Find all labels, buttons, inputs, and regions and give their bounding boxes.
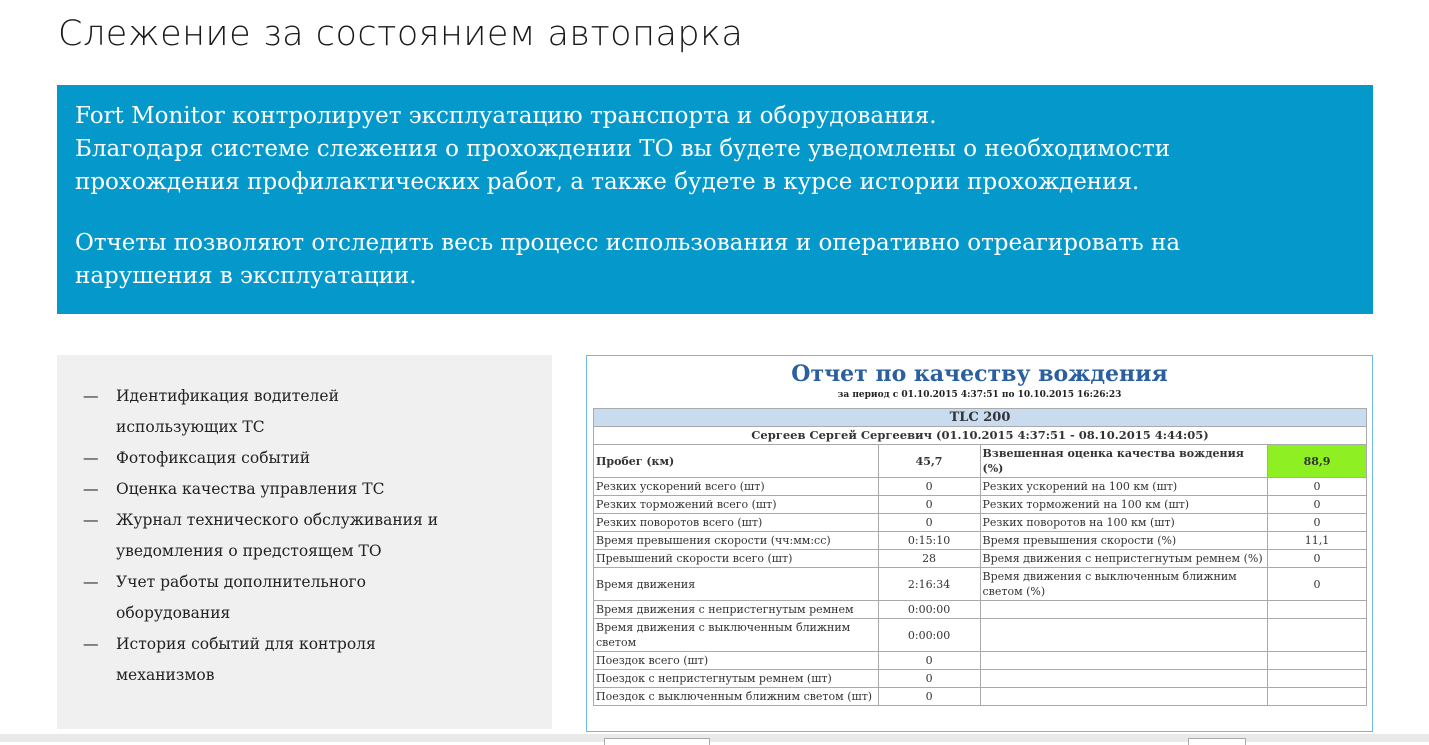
dash-marker: — bbox=[83, 573, 99, 591]
metric-value: 0 bbox=[1268, 514, 1367, 532]
metric-label: Поездок с выключенным ближним светом (шт) bbox=[594, 688, 879, 706]
banner-line: Благодаря системе слежения о прохождении ТО вы будете уведомлены о необходимости bbox=[75, 136, 1171, 162]
feature-text: Оценка качества управления ТС bbox=[116, 480, 385, 498]
metric-label: Резких торможений на 100 км (шт) bbox=[980, 496, 1268, 514]
metric-label: Поездок с непристегнутым ремнем (шт) bbox=[594, 670, 879, 688]
metric-label: Взвешенная оценка качества вождения (%) bbox=[980, 445, 1268, 478]
metric-label: Превышений скорости всего (шт) bbox=[594, 550, 879, 568]
info-banner bbox=[57, 85, 1373, 314]
metric-value bbox=[1268, 619, 1367, 652]
metric-value: 11,1 bbox=[1268, 532, 1367, 550]
driving-quality-report bbox=[586, 355, 1373, 732]
dash-marker: — bbox=[83, 480, 99, 498]
metric-label: Время движения bbox=[594, 568, 879, 601]
table-row bbox=[594, 688, 1367, 706]
feature-item bbox=[83, 381, 438, 443]
metric-label: Время движения с выключенным ближним светом bbox=[594, 619, 879, 652]
metric-value: 0 bbox=[1268, 550, 1367, 568]
feature-item bbox=[83, 567, 438, 629]
metric-value: 0 bbox=[1268, 568, 1367, 601]
features-panel bbox=[57, 355, 552, 729]
banner-line: Отчеты позволяют отследить весь процесс использования и оперативно отреагировать на bbox=[75, 230, 1181, 256]
feature-text-cont: использующих ТС bbox=[116, 418, 265, 436]
page-title: Слежение за состоянием автопарка bbox=[58, 14, 744, 54]
metric-label: Резких ускорений всего (шт) bbox=[594, 478, 879, 496]
feature-item bbox=[83, 629, 438, 691]
feature-text: Журнал технического обслуживания и bbox=[116, 511, 439, 529]
metric-label bbox=[980, 688, 1268, 706]
driver-row bbox=[594, 427, 1367, 445]
metric-value: 0 bbox=[1268, 478, 1367, 496]
table-row bbox=[594, 601, 1367, 619]
report-title: Отчет по качеству вождения bbox=[791, 361, 1168, 387]
banner-line: прохождения профилактических работ, а также будете в курсе истории прохождения. bbox=[75, 169, 1140, 195]
metric-value: 0:00:00 bbox=[878, 601, 980, 619]
metric-value: 28 bbox=[878, 550, 980, 568]
metric-value: 0 bbox=[878, 514, 980, 532]
metric-label bbox=[980, 670, 1268, 688]
metric-value bbox=[1268, 688, 1367, 706]
report-period: за период с 01.10.2015 4:37:51 по 10.10.2015 16:26:23 bbox=[837, 390, 1122, 400]
dash-marker: — bbox=[83, 511, 99, 529]
table-row bbox=[594, 514, 1367, 532]
feature-text: Учет работы дополнительного bbox=[116, 573, 366, 591]
metric-label: Пробег (км) bbox=[594, 445, 879, 478]
dash-marker: — bbox=[83, 635, 99, 653]
banner-line: Fort Monitor контролирует эксплуатацию транспорта и оборудования. bbox=[75, 103, 937, 129]
table-row bbox=[594, 532, 1367, 550]
features-list bbox=[83, 381, 438, 691]
metric-label: Резких торможений всего (шт) bbox=[594, 496, 879, 514]
table-row bbox=[594, 652, 1367, 670]
metric-value: 0 bbox=[878, 688, 980, 706]
metric-value bbox=[1268, 601, 1367, 619]
metric-value: 0 bbox=[878, 670, 980, 688]
feature-text-cont: оборудования bbox=[116, 604, 231, 622]
metric-value: 0 bbox=[878, 496, 980, 514]
metric-label bbox=[980, 619, 1268, 652]
feature-text-cont: механизмов bbox=[116, 666, 215, 684]
banner-line: нарушения в эксплуатации. bbox=[75, 263, 417, 289]
metric-value: 2:16:34 bbox=[878, 568, 980, 601]
quality-score: 88,9 bbox=[1268, 445, 1367, 478]
metric-value: 45,7 bbox=[878, 445, 980, 478]
driver-name: Сергеев Сергей Сергеевич (01.10.2015 4:37:51 - 08.10.2015 4:44:05) bbox=[594, 427, 1367, 445]
metric-value: 0:15:10 bbox=[878, 532, 980, 550]
table-row bbox=[594, 445, 1367, 478]
metric-value bbox=[1268, 652, 1367, 670]
metric-value bbox=[1268, 670, 1367, 688]
metric-label: Время движения с выключенным ближним светом (%) bbox=[980, 568, 1268, 601]
metric-label: Резких поворотов на 100 км (шт) bbox=[980, 514, 1268, 532]
metric-label bbox=[980, 652, 1268, 670]
vehicle-row bbox=[594, 409, 1367, 427]
table-row bbox=[594, 478, 1367, 496]
metric-value: 0 bbox=[878, 478, 980, 496]
metric-label: Резких ускорений на 100 км (шт) bbox=[980, 478, 1268, 496]
table-row bbox=[594, 568, 1367, 601]
vehicle-name: TLC 200 bbox=[594, 409, 1367, 427]
feature-item bbox=[83, 505, 438, 567]
feature-text: Идентификация водителей bbox=[116, 387, 339, 405]
metric-label: Время превышения скорости (чч:мм:сс) bbox=[594, 532, 879, 550]
feature-text-cont: уведомления о предстоящем ТО bbox=[116, 542, 382, 560]
feature-item bbox=[83, 443, 438, 474]
feature-item bbox=[83, 474, 438, 505]
metric-label bbox=[980, 601, 1268, 619]
metric-label: Время превышения скорости (%) bbox=[980, 532, 1268, 550]
feature-text: История событий для контроля bbox=[116, 635, 376, 653]
feature-text: Фотофиксация событий bbox=[116, 449, 311, 467]
metric-value: 0 bbox=[878, 652, 980, 670]
table-row bbox=[594, 550, 1367, 568]
dash-marker: — bbox=[83, 449, 99, 467]
metric-label: Поездок всего (шт) bbox=[594, 652, 879, 670]
table-row bbox=[594, 496, 1367, 514]
metric-value: 0:00:00 bbox=[878, 619, 980, 652]
metric-label: Время движения с непристегнутым ремнем bbox=[594, 601, 879, 619]
table-row bbox=[594, 619, 1367, 652]
metric-value: 0 bbox=[1268, 496, 1367, 514]
dash-marker: — bbox=[83, 387, 99, 405]
table-row bbox=[594, 670, 1367, 688]
metric-label: Время движения с непристегнутым ремнем (%) bbox=[980, 550, 1268, 568]
report-table bbox=[593, 408, 1367, 706]
metric-label: Резких поворотов всего (шт) bbox=[594, 514, 879, 532]
